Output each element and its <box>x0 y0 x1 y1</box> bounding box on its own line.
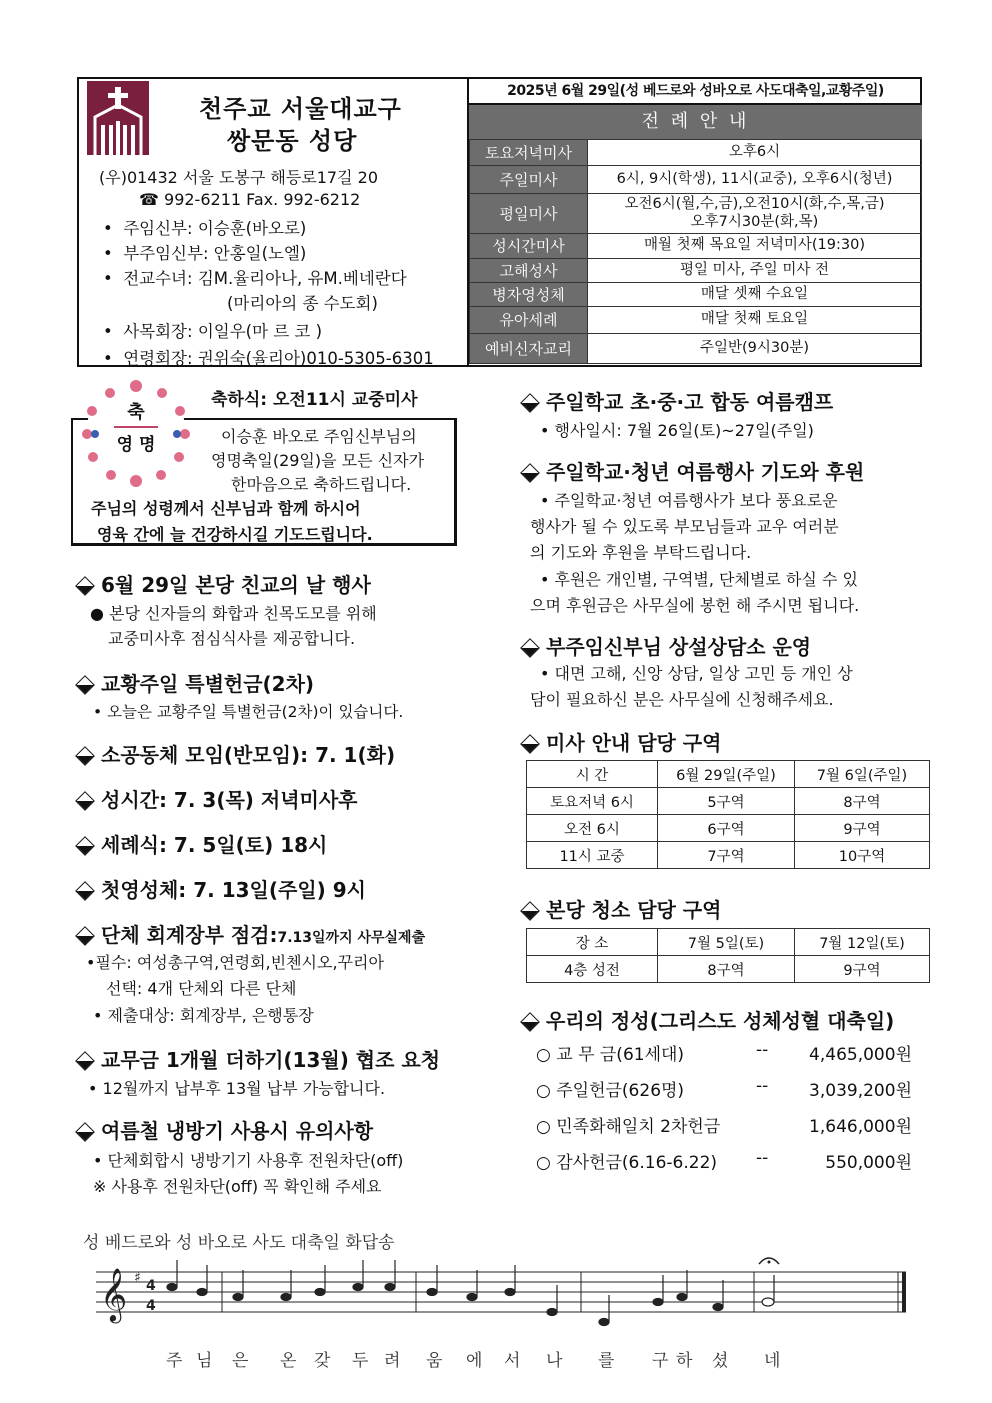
celebration-line: 영육 간에 늘 건강하시길 기도드립니다. <box>97 525 373 544</box>
table-cell: 5구역 <box>658 788 795 815</box>
church-name-line2: 쌍문동 성당 <box>227 127 358 155</box>
lyric-syllable: 구 <box>652 1351 669 1371</box>
section-line: • 오늘은 교황주일 특별헌금(2차)이 있습니다. <box>93 703 404 721</box>
section-line: 으며 후원금은 사무실에 봉헌 해 주시면 됩니다. <box>530 596 860 615</box>
table-header: 시 간 <box>527 761 658 788</box>
lyric-syllable: 두 <box>352 1351 369 1371</box>
table-cell: 토요저녁 6시 <box>527 788 658 815</box>
liturgy-value: 매달 첫째 토요일 <box>588 307 922 334</box>
offering-label: ○ 감사헌금(6.16-6.22) <box>536 1153 718 1173</box>
section-title-text: 교황주일 특별헌금(2차) <box>101 672 315 696</box>
diamond-bullet-icon <box>76 676 93 693</box>
section-title <box>521 727 721 756</box>
staff-list <box>103 215 463 370</box>
lyric-syllable: 갖 <box>314 1351 331 1371</box>
celebration-line: 이승훈 바오로 주임신부님의 <box>221 427 417 446</box>
offering-amount: 3,039,200원 <box>809 1081 912 1101</box>
table-cell: 9구역 <box>795 815 930 842</box>
church-name-line1: 천주교 서울대교구 <box>199 95 402 123</box>
liturgy-row <box>470 234 922 259</box>
section-title-text: 주일학교 초·중·고 합동 여름캠프 <box>546 390 834 414</box>
flower-wreath-icon <box>77 378 195 488</box>
liturgy-guide <box>467 79 922 365</box>
section-title <box>521 1005 894 1034</box>
section-title-text: 본당 청소 담당 구역 <box>546 898 722 922</box>
diamond-bullet-icon <box>76 1052 93 1069</box>
liturgy-row <box>470 166 922 194</box>
staff-name: 안홍일(노엘) <box>213 244 307 263</box>
section-title <box>76 874 366 903</box>
section-title <box>521 631 811 660</box>
diamond-bullet-icon <box>76 837 93 854</box>
section-title-sub: 7.13일까지 사무실제출 <box>277 930 426 946</box>
liturgy-value: 매달 셋째 수요일 <box>588 283 922 307</box>
section-title <box>76 784 357 813</box>
table-cell: 10구역 <box>795 842 930 869</box>
diamond-bullet-icon <box>521 902 538 919</box>
liturgy-value <box>588 194 922 234</box>
table-row <box>527 788 930 815</box>
notes <box>167 1260 774 1326</box>
section-title <box>76 1115 373 1144</box>
section-line: • 행사일시: 7월 26일(토)~27일(주일) <box>540 421 814 440</box>
liturgy-row <box>470 194 922 234</box>
offering-row <box>536 1148 916 1184</box>
liturgy-row <box>470 307 922 334</box>
section-title-text: 여름철 냉방기 사용시 유의사항 <box>101 1119 374 1143</box>
diamond-bullet-icon <box>76 927 93 944</box>
section-title <box>521 456 864 485</box>
section-title-text: 성시간: 7. 3(목) 저녁미사후 <box>101 788 358 812</box>
postal-address: (우)01432 서울 도봉구 해등로17길 20 <box>99 168 379 187</box>
staff-name: 이일우(마 르 코 ) <box>197 322 323 341</box>
section-title-text: 우리의 정성(그리스도 성체성혈 대축일) <box>546 1009 895 1033</box>
staff-role: 전교수녀 <box>123 269 187 288</box>
section-line: 교중미사후 점심식사를 제공합니다. <box>108 629 356 648</box>
section-title <box>76 569 371 598</box>
lyric-syllable: 에 <box>466 1351 483 1371</box>
mass-guide-table <box>526 760 930 869</box>
liturgy-row <box>470 259 922 283</box>
section-line: • 후원은 개인별, 구역별, 단체별로 하실 수 있 <box>540 570 858 589</box>
offering-amount: 550,000원 <box>825 1153 912 1173</box>
section-title-text: 첫영성체: 7. 13일(주일) 9시 <box>101 878 366 902</box>
celebration-line: 주님의 성령께서 신부님과 함께 하시어 <box>91 499 361 518</box>
liturgy-value-line: 오전6시(월,수,금),오전10시(화,수,목,금) <box>624 196 885 213</box>
table-cell: 9구역 <box>795 956 930 983</box>
diamond-bullet-icon <box>76 882 93 899</box>
section-title-text: 교무금 1개월 더하기(13월) 협조 요청 <box>101 1048 441 1072</box>
diamond-bullet-icon <box>76 792 93 809</box>
section-line: 담이 필요하신 분은 사무실에 신청해주세요. <box>530 690 834 709</box>
lyric-syllable: 온 <box>280 1351 297 1371</box>
celebration-title: 축하식: 오전11시 교중미사 <box>211 390 418 410</box>
staff-item: • 전교수녀: 김M.율리아나, 유M.베네란다 <box>103 269 407 288</box>
section-line: ● 본당 신자들의 화합과 친목도모를 위해 <box>90 604 377 623</box>
music-staff <box>96 1252 916 1382</box>
table-cell: 6구역 <box>658 815 795 842</box>
offerings-list <box>536 1040 916 1184</box>
staff-role: 주임신부 <box>123 219 187 238</box>
lyric-syllable: 님 <box>196 1351 213 1371</box>
table-cell: 8구역 <box>795 788 930 815</box>
offering-row <box>536 1040 916 1076</box>
staff-item: • 연령회장: 권위숙(율리아)010-5305-6301 <box>103 349 434 368</box>
diamond-bullet-icon <box>76 747 93 764</box>
liturgy-key: 주일미사 <box>470 166 588 194</box>
lyric-syllable: 네 <box>764 1351 781 1371</box>
time-sig-top: 4 <box>146 1278 156 1294</box>
offering-label: ○ 주일헌금(626명) <box>536 1081 685 1101</box>
section-line: • 단체회합시 냉방기기 사용후 전원차단(off) <box>93 1151 404 1170</box>
liturgy-key: 성시간미사 <box>470 234 588 259</box>
table-row <box>527 842 930 869</box>
staff-role: 연령회장 <box>123 349 187 368</box>
sharp-icon: ♯ <box>134 1270 141 1286</box>
offering-row <box>536 1112 916 1148</box>
table-cell: 11시 교중 <box>527 842 658 869</box>
treble-clef-icon: 𝄞 <box>100 1267 128 1321</box>
diamond-bullet-icon <box>521 1013 538 1030</box>
offering-dash: -- <box>756 1148 769 1168</box>
liturgy-value: 주일반(9시30분) <box>588 334 922 364</box>
section-title-text: 세례식: 7. 5일(토) 18시 <box>101 833 328 857</box>
lyric-syllable: 려 <box>384 1351 401 1371</box>
lyric-syllable: 움 <box>426 1351 443 1371</box>
church-logo-icon <box>87 81 149 155</box>
liturgy-value: 오후6시 <box>588 140 922 166</box>
section-line: • 12월까지 납부후 13월 납부 가능합니다. <box>88 1079 386 1098</box>
celebration-line: 영명축일(29일)을 모든 신자가 <box>211 451 425 470</box>
table-row <box>527 956 930 983</box>
section-title <box>76 668 314 697</box>
offering-label: ○ 민족화해일치 2차헌금 <box>536 1117 721 1137</box>
table-cell: 4층 성전 <box>527 956 658 983</box>
section-title <box>521 894 721 923</box>
wreath-bottom-text: 영 명 <box>116 435 156 455</box>
diamond-bullet-icon <box>76 577 93 594</box>
section-title-text: 소공동체 모임(반모임): 7. 1(화) <box>101 743 396 767</box>
lyric-syllable: 셨 <box>712 1351 729 1371</box>
staff-name: 김M.율리아나, 유M.베네란다 <box>197 269 407 288</box>
staff-role: 사목회장 <box>123 322 187 341</box>
offering-amount: 4,465,000원 <box>809 1045 912 1065</box>
lyric-syllable: 하 <box>676 1351 693 1371</box>
table-cell: 8구역 <box>658 956 795 983</box>
liturgy-key: 고해성사 <box>470 259 588 283</box>
section-title-text: 6월 29일 본당 친교의 날 행사 <box>101 573 371 597</box>
section-title-text: 주일학교·청년 여름행사 기도와 후원 <box>546 460 865 484</box>
offering-label: ○ 교 무 금(61세대) <box>536 1045 685 1065</box>
table-header: 7월 6일(주일) <box>795 761 930 788</box>
section-title <box>521 386 833 415</box>
wreath-top-text: 축 <box>127 402 145 423</box>
offering-dash: -- <box>756 1076 769 1096</box>
celebration-line: 한마음으로 축하드립니다. <box>231 475 412 494</box>
liturgy-value: 평일 미사, 주일 미사 전 <box>588 259 922 283</box>
liturgy-table <box>469 139 922 364</box>
lyric-syllable: 주 <box>166 1351 183 1371</box>
section-title <box>76 829 327 858</box>
staff-item: • 부주임신부: 안홍일(노엘) <box>103 244 307 263</box>
staff-name: 이승훈(바오로) <box>197 219 307 238</box>
table-header-row <box>527 761 930 788</box>
liturgy-key: 병자영성체 <box>470 283 588 307</box>
diamond-bullet-icon <box>521 464 538 481</box>
table-row <box>527 815 930 842</box>
liturgy-value: 매월 첫째 목요일 저녁미사(19:30) <box>588 234 922 259</box>
liturgy-key: 토요저녁미사 <box>470 140 588 166</box>
section-line: • 제출대상: 회계장부, 은행통장 <box>93 1006 314 1025</box>
section-line: 선택: 4개 단체외 다른 단체 <box>106 979 297 998</box>
staff-item: (마리아의 종 수도회) <box>227 294 378 313</box>
cleaning-table <box>526 928 930 983</box>
time-sig-bottom: 4 <box>146 1298 156 1314</box>
section-line: •필수: 여성총구역,연령회,빈첸시오,꾸리아 <box>86 953 384 972</box>
offering-row <box>536 1076 916 1112</box>
issue-date: 2025년 6월 29일(성 베드로와 성바오로 사도대축일,교황주일) <box>469 79 922 105</box>
table-header: 7월 5일(토) <box>658 929 795 956</box>
section-title <box>76 919 425 948</box>
section-title <box>76 739 395 768</box>
liturgy-value-line: 오후7시30분(화,목) <box>690 213 819 230</box>
liturgy-key: 예비신자교리 <box>470 334 588 364</box>
liturgy-row <box>470 140 922 166</box>
offering-amount: 1,646,000원 <box>809 1117 912 1137</box>
staff-item: • 사목회장: 이일우(마 르 코 ) <box>103 322 323 341</box>
lyric-syllable: 나 <box>546 1351 563 1371</box>
lyric-syllable: 서 <box>504 1351 521 1371</box>
liturgy-value: 6시, 9시(학생), 11시(교중), 오후6시(청년) <box>588 166 922 194</box>
section-line: 행사가 될 수 있도록 부모님들과 교우 여러분 <box>530 517 839 536</box>
staff-name: 권위숙(율리아)010-5305-6301 <box>197 349 434 368</box>
section-line: ※ 사용후 전원차단(off) 꼭 확인해 주세요 <box>93 1177 382 1196</box>
table-header: 6월 29일(주일) <box>658 761 795 788</box>
section-line: • 주일학교·청년 여름행사가 보다 풍요로운 <box>540 491 838 510</box>
diamond-bullet-icon <box>521 735 538 752</box>
phone-fax: ☎ 992-6211 Fax. 992-6212 <box>139 190 361 209</box>
diamond-bullet-icon <box>521 394 538 411</box>
lyric-syllable: 를 <box>598 1351 615 1371</box>
table-header: 7월 12일(토) <box>795 929 930 956</box>
liturgy-key: 유아세례 <box>470 307 588 334</box>
feast-celebration <box>71 378 459 549</box>
staff-role: 부주임신부 <box>123 244 203 263</box>
table-header: 장 소 <box>527 929 658 956</box>
liturgy-title: 전 례 안 내 <box>469 105 922 139</box>
table-cell: 오전 6시 <box>527 815 658 842</box>
lyrics <box>166 1350 780 1371</box>
section-title-text: 부주임신부님 상설상담소 운영 <box>546 635 812 659</box>
section-line: 의 기도와 후원을 부탁드립니다. <box>530 543 752 562</box>
section-line: • 대면 고해, 신앙 상담, 일상 고민 등 개인 상 <box>540 664 853 683</box>
section-title-text: 단체 회계장부 점검: <box>101 923 278 947</box>
diamond-bullet-icon <box>521 639 538 656</box>
section-title <box>76 1044 440 1073</box>
table-cell: 7구역 <box>658 842 795 869</box>
lyric-syllable: 은 <box>232 1351 249 1371</box>
bulletin-header <box>77 77 922 367</box>
table-header-row <box>527 929 930 956</box>
diamond-bullet-icon <box>76 1123 93 1140</box>
offering-dash: -- <box>756 1040 769 1060</box>
liturgy-key: 평일미사 <box>470 194 588 234</box>
liturgy-row <box>470 334 922 364</box>
liturgy-row <box>470 283 922 307</box>
section-title-text: 미사 안내 담당 구역 <box>546 731 722 755</box>
staff-item: • 주임신부: 이승훈(바오로) <box>103 219 307 238</box>
psalm-title: 성 베드로와 성 바오로 사도 대축일 화답송 <box>83 1233 395 1253</box>
church-info <box>79 79 467 368</box>
